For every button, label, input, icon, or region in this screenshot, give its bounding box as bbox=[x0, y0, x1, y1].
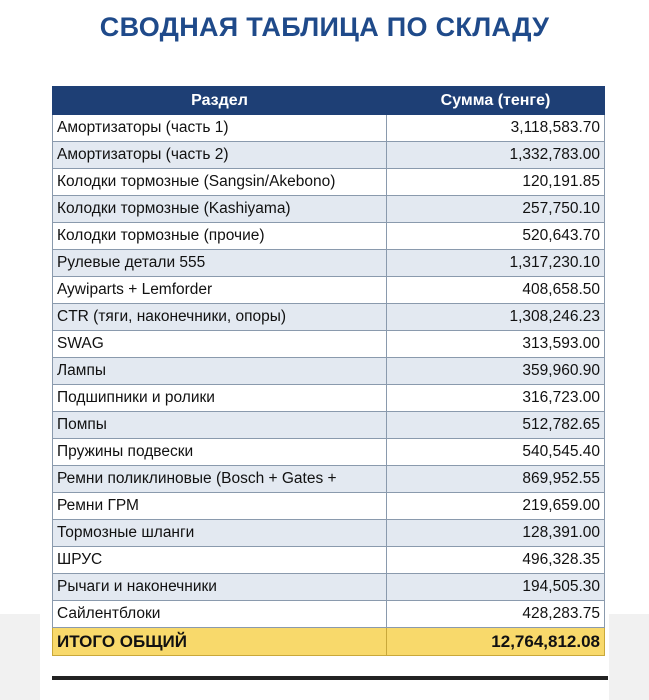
row-section-name: Рулевые детали 555 bbox=[53, 250, 387, 277]
table-body bbox=[53, 115, 605, 628]
total-label: ИТОГО ОБЩИЙ bbox=[53, 628, 387, 656]
table-row bbox=[53, 385, 605, 412]
background-strip-right bbox=[609, 614, 649, 700]
row-amount: 1,332,783.00 bbox=[387, 142, 605, 169]
column-header-amount: Сумма (тенге) bbox=[387, 87, 605, 115]
row-section-name: Ремни поликлиновые (Bosch + Gates + bbox=[53, 466, 387, 493]
row-section-name: Подшипники и ролики bbox=[53, 385, 387, 412]
table-row bbox=[53, 142, 605, 169]
row-amount: 408,658.50 bbox=[387, 277, 605, 304]
row-section-name: Колодки тормозные (Kashiyama) bbox=[53, 196, 387, 223]
background-strip-left bbox=[0, 614, 40, 700]
total-amount: 12,764,812.08 bbox=[387, 628, 605, 656]
row-section-name: Aywiparts + Lemforder bbox=[53, 277, 387, 304]
row-amount: 869,952.55 bbox=[387, 466, 605, 493]
table-row bbox=[53, 331, 605, 358]
table-row bbox=[53, 277, 605, 304]
table-row bbox=[53, 196, 605, 223]
row-section-name: CTR (тяги, наконечники, опоры) bbox=[53, 304, 387, 331]
row-amount: 512,782.65 bbox=[387, 412, 605, 439]
row-section-name: Колодки тормозные (прочие) bbox=[53, 223, 387, 250]
row-amount: 428,283.75 bbox=[387, 601, 605, 628]
summary-table bbox=[52, 86, 605, 656]
table-row bbox=[53, 304, 605, 331]
row-amount: 520,643.70 bbox=[387, 223, 605, 250]
table-row bbox=[53, 439, 605, 466]
row-section-name: Амортизаторы (часть 2) bbox=[53, 142, 387, 169]
table-row bbox=[53, 520, 605, 547]
row-section-name: Помпы bbox=[53, 412, 387, 439]
row-amount: 1,308,246.23 bbox=[387, 304, 605, 331]
row-section-name: Рычаги и наконечники bbox=[53, 574, 387, 601]
row-section-name: Ремни ГРМ bbox=[53, 493, 387, 520]
row-section-name: Пружины подвески bbox=[53, 439, 387, 466]
page-title: СВОДНАЯ ТАБЛИЦА ПО СКЛАДУ bbox=[99, 12, 550, 42]
row-amount: 257,750.10 bbox=[387, 196, 605, 223]
column-header-section: Раздел bbox=[53, 87, 387, 115]
row-amount: 3,118,583.70 bbox=[387, 115, 605, 142]
row-section-name: ШРУС bbox=[53, 547, 387, 574]
row-amount: 496,328.35 bbox=[387, 547, 605, 574]
row-amount: 219,659.00 bbox=[387, 493, 605, 520]
table-row bbox=[53, 574, 605, 601]
row-amount: 194,505.30 bbox=[387, 574, 605, 601]
row-section-name: Тормозные шланги bbox=[53, 520, 387, 547]
row-section-name: Амортизаторы (часть 1) bbox=[53, 115, 387, 142]
summary-table-container bbox=[52, 86, 604, 656]
row-amount: 128,391.00 bbox=[387, 520, 605, 547]
table-row bbox=[53, 250, 605, 277]
row-section-name: Сайлентблоки bbox=[53, 601, 387, 628]
table-row bbox=[53, 115, 605, 142]
table-row bbox=[53, 601, 605, 628]
row-amount: 313,593.00 bbox=[387, 331, 605, 358]
table-row bbox=[53, 169, 605, 196]
table-header-row bbox=[53, 87, 605, 115]
table-row bbox=[53, 412, 605, 439]
table-row bbox=[53, 223, 605, 250]
total-row bbox=[53, 628, 605, 656]
row-amount: 316,723.00 bbox=[387, 385, 605, 412]
table-row bbox=[53, 493, 605, 520]
row-section-name: Колодки тормозные (Sangsin/Akebono) bbox=[53, 169, 387, 196]
bottom-divider bbox=[52, 676, 608, 680]
row-amount: 120,191.85 bbox=[387, 169, 605, 196]
row-section-name: Лампы bbox=[53, 358, 387, 385]
table-row bbox=[53, 466, 605, 493]
table-row bbox=[53, 547, 605, 574]
table-row bbox=[53, 358, 605, 385]
row-amount: 540,545.40 bbox=[387, 439, 605, 466]
row-amount: 1,317,230.10 bbox=[387, 250, 605, 277]
row-section-name: SWAG bbox=[53, 331, 387, 358]
row-amount: 359,960.90 bbox=[387, 358, 605, 385]
